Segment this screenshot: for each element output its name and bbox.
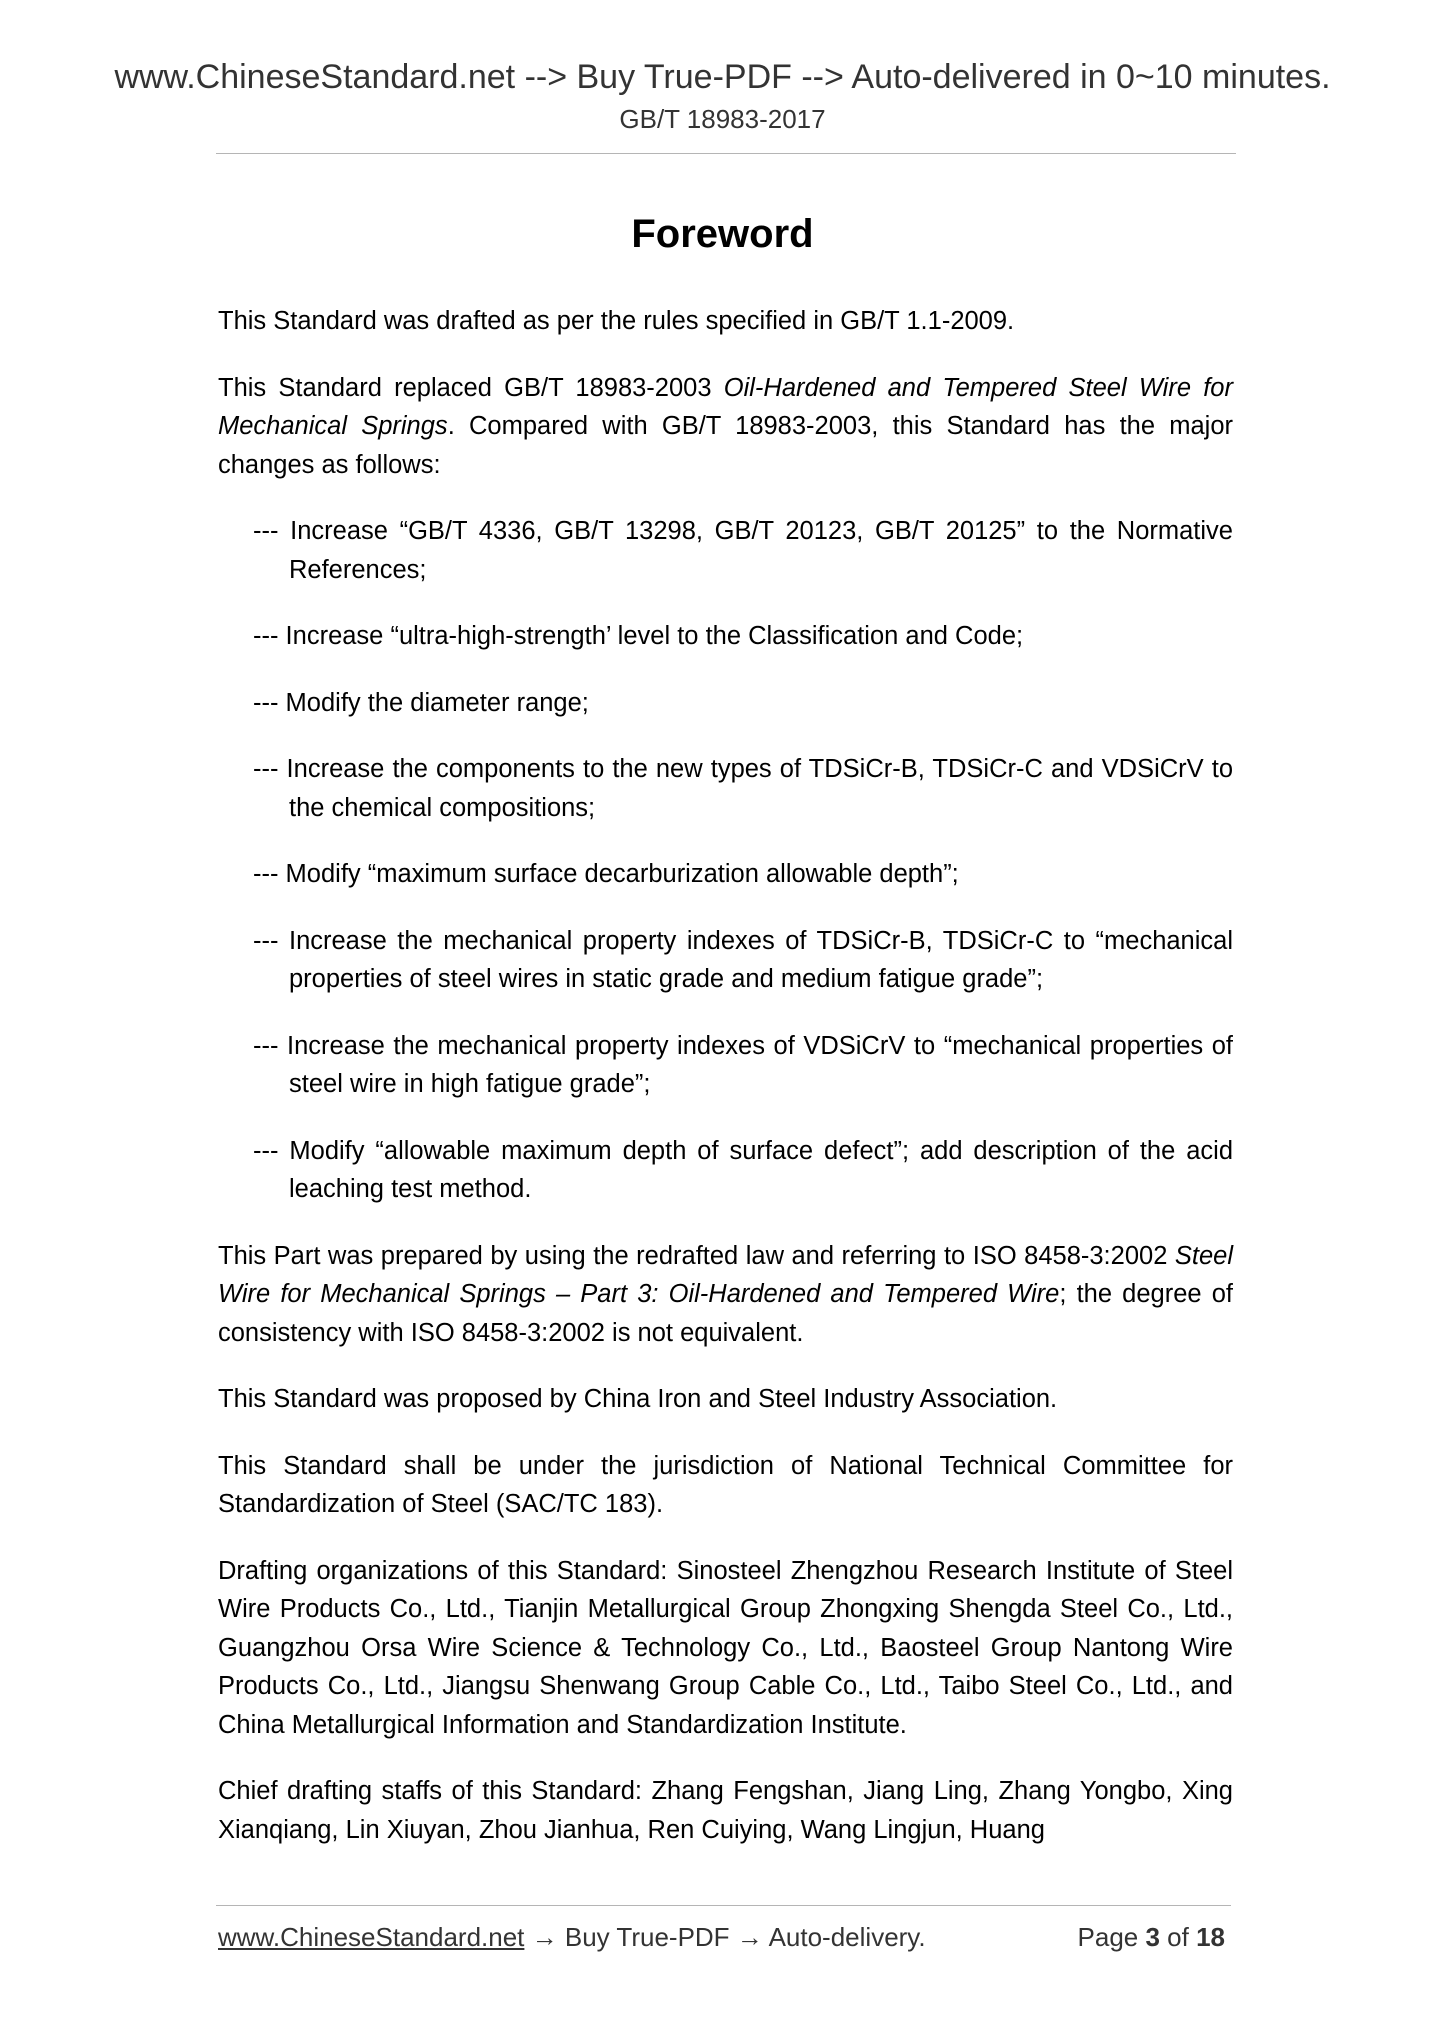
paragraph-drafting-rules: This Standard was drafted as per the rules specified in GB/T 1.1-2009. [218, 307, 1015, 335]
change-item: --- Increase “GB/T 4336, GB/T 13298, GB/T 20123, GB/T 20125” to the Normative References; [253, 517, 1233, 584]
change-item: --- Increase the mechanical property indexes of TDSiCr-B, TDSiCr-C to “mechanical properties of steel wires in static grade and medium fatigue grade”; [253, 926, 1233, 993]
paragraph-iso-reference: This Part was prepared by using the redrafted law and referring to ISO 8458-3:2002 Steel Wire for Mechanical Springs – Part 3: Oil-Hardened and Tempered Wire; the degree of consistency with ISO 8458-3:2002 is not equivalent. [218, 1241, 1233, 1347]
footer-left: www.ChineseStandard.net → Buy True-PDF → Auto-delivery. [218, 1922, 926, 1952]
header-divider [216, 153, 1236, 154]
document-body [218, 302, 1233, 1849]
change-item: --- Increase the components to the new types of TDSiCr-B, TDSiCr-C and VDSiCrV to the chemical compositions; [253, 755, 1233, 822]
change-item: --- Modify the diameter range; [253, 688, 589, 717]
page-title: Foreword [631, 212, 814, 256]
page-total: 18 [1196, 1922, 1225, 1952]
paragraph-proposed-by: This Standard was proposed by China Iron and Steel Industry Association. [218, 1385, 1058, 1413]
page-indicator: Page 3 of 18 [1077, 1922, 1225, 1952]
page-current: 3 [1145, 1922, 1160, 1952]
header-banner: www.ChineseStandard.net --> Buy True-PDF --> Auto-delivered in 0~10 minutes. [114, 58, 1331, 96]
paragraph-replacement: This Standard replaced GB/T 18983-2003 Oil-Hardened and Tempered Steel Wire for Mechanical Springs. Compared with GB/T 18983-2003, this Standard has the major changes as follows: [218, 373, 1234, 479]
footer [218, 1922, 1230, 1953]
paragraph-drafting-staff: Chief drafting staffs of this Standard: Zhang Fengshan, Jiang Ling, Zhang Yongbo, Xing Xianqiang, Lin Xiuyan, Zhou Jianhua, Ren Cuiying, Wang Lingjun, Huang [218, 1777, 1233, 1844]
change-item: --- Modify “allowable maximum depth of surface defect”; add description of the acid leaching test method. [253, 1136, 1233, 1203]
paragraph-jurisdiction: This Standard shall be under the jurisdiction of National Technical Committee for Standardization of Steel (SAC/TC 183). [218, 1451, 1233, 1518]
header-standard-number: GB/T 18983-2017 [619, 104, 826, 134]
change-item: --- Increase “ultra-high-strength’ level to the Classification and Code; [253, 622, 1024, 650]
change-item: --- Increase the mechanical property indexes of VDSiCrV to “mechanical properties of steel wire in high fatigue grade”; [253, 1031, 1233, 1098]
footer-site-link[interactable]: www.ChineseStandard.net [218, 1922, 525, 1952]
paragraph-drafting-organizations: Drafting organizations of this Standard: Sinosteel Zhengzhou Research Institute of Steel Wire Products Co., Ltd., Tianjin Metallurgical Group Zhongxing Shengda Steel Co., Ltd., Guangzhou Orsa Wire Science & Technology Co., Ltd., Baosteel Group Nantong Wire Products Co., Ltd., Jiangsu Shenwang Group Cable Co., Ltd., Taibo Steel Co., Ltd., and China Metallurgical Information and Standardization Institute. [218, 1556, 1233, 1739]
iso-standard-title: Steel Wire for Mechanical Springs – Part 3: Oil-Hardened and Tempered Wire [218, 1241, 1233, 1308]
change-item: --- Modify “maximum surface decarburization allowable depth”; [253, 860, 959, 888]
replaced-standard-title: Oil-Hardened and Tempered Steel Wire for Mechanical Springs [218, 373, 1233, 440]
footer-divider [216, 1905, 1231, 1906]
